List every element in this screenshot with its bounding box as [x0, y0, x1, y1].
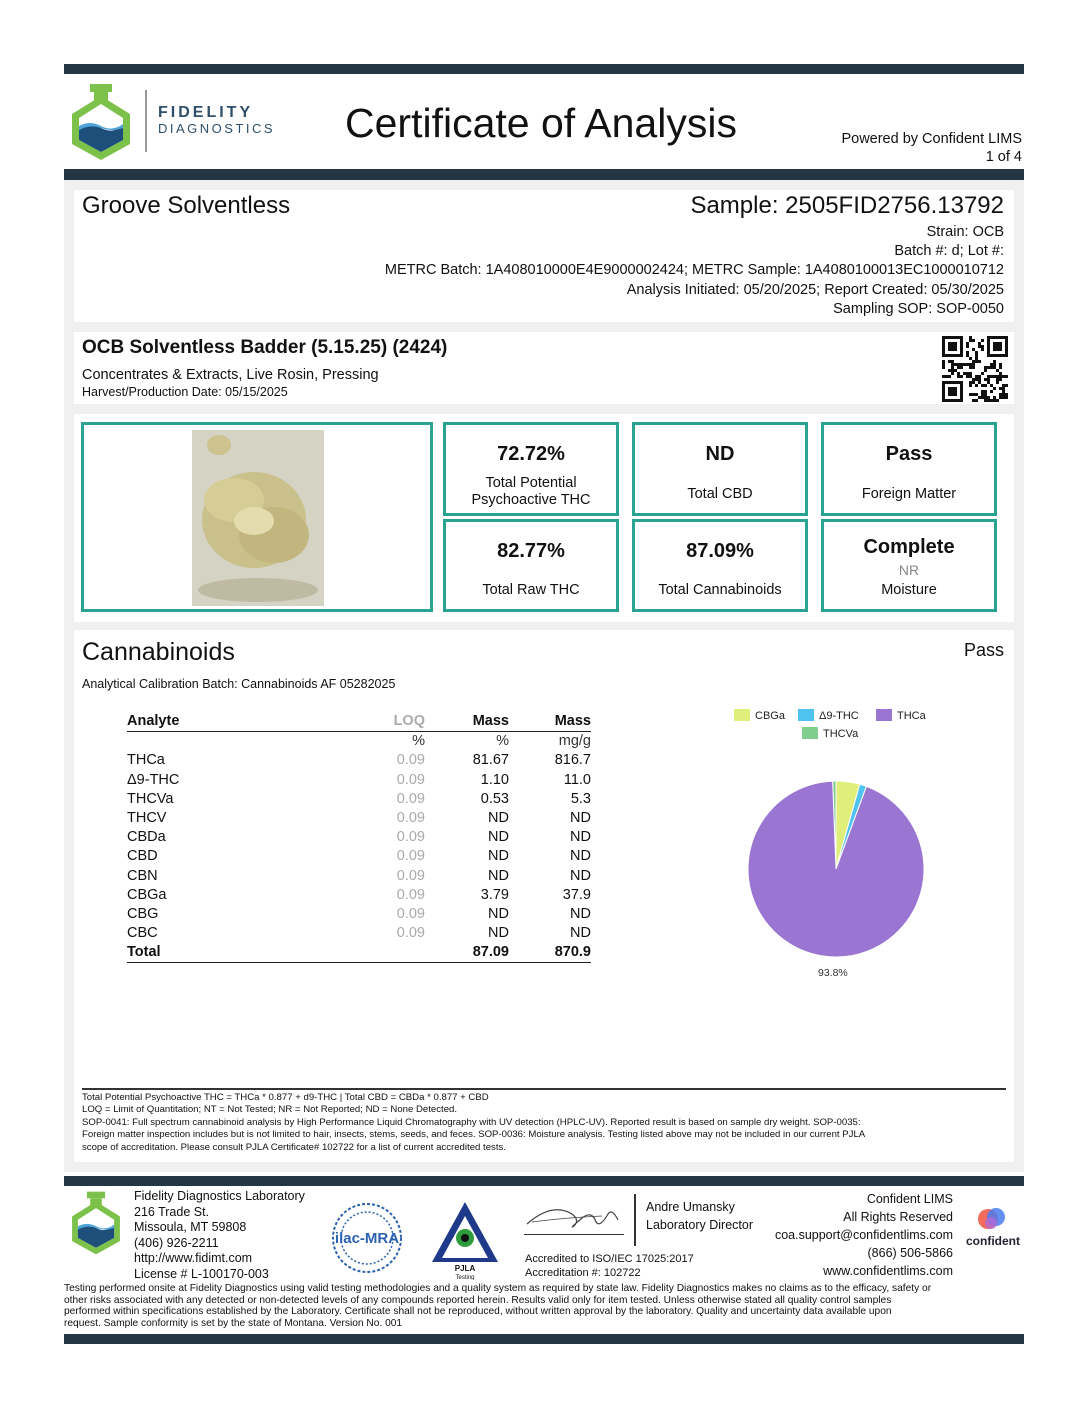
cell-mass-mg: 11.0 [563, 771, 591, 788]
confident-rights: All Rights Reserved [843, 1210, 953, 1224]
ilac-mra-logo [328, 1200, 406, 1276]
lab-address-1: 216 Trade St. [134, 1204, 210, 1219]
legend-label-0: CBGa [755, 710, 785, 722]
table-row [127, 847, 591, 866]
table-row [127, 771, 591, 790]
legend-swatch-3 [802, 727, 818, 739]
ilac-text: ilac-MRA [334, 1230, 400, 1247]
cell-mass-pct: ND [488, 905, 509, 922]
lab-name: Fidelity Diagnostics Laboratory [134, 1189, 305, 1203]
cell-analyte: THCV [127, 810, 167, 827]
cannabinoids-status: Pass [963, 640, 1004, 660]
lab-phone: (406) 926-2211 [134, 1235, 219, 1250]
cell-mass-pct: 0.53 [480, 790, 509, 807]
client-name: Groove Solventless [82, 192, 291, 219]
table-row [127, 924, 591, 943]
cell-mass-mg: 816.7 [554, 752, 591, 769]
disclaimer-line-3: performed within specifications established by the Laboratory. Certificate shall not be reproduced, without written approval by the laboratory. Quality and uncertainty data available upon [64, 1306, 892, 1317]
report-dates: Analysis Initiated: 05/20/2025; Report Created: 05/30/2025 [626, 282, 1004, 298]
total-row [127, 943, 591, 963]
total-thc-label-line2: Psychoactive THC [471, 492, 591, 508]
sample-id: Sample: 2505FID2756.13792 [690, 192, 1004, 219]
cell-mass-mg: ND [570, 867, 591, 884]
cell-analyte: CBDa [127, 829, 166, 846]
batch: Batch #: d; Lot #: [894, 243, 1004, 259]
cell-loq: 0.09 [396, 848, 425, 865]
disclaimer-line-4: request. Sample conformity is set by the state of Montana. Version No. 001 [64, 1317, 403, 1329]
cell-mass-mg: 870.9 [509, 943, 591, 963]
total-raw-thc-value: 82.77% [497, 540, 565, 562]
tile-moisture [821, 519, 997, 612]
iso-accreditation: Accredited to ISO/IEC 17025:2017 [525, 1253, 694, 1265]
cell-analyte: CBD [127, 848, 158, 865]
footer-logo-icon [68, 1190, 124, 1256]
cell-analyte: Δ9-THC [127, 771, 180, 788]
calibration-batch: Analytical Calibration Batch: Cannabinoids AF 05282025 [82, 677, 396, 691]
note-line-1: Total Potential Psychoactive THC = THCa * 0.877 + d9-THC | Total CBD = CBDa * 0.877 + CBD [82, 1092, 489, 1103]
accreditation-number: Accreditation #: 102722 [525, 1267, 641, 1279]
top-bar [64, 64, 1024, 74]
total-raw-thc-label: Total Raw THC [482, 582, 580, 598]
unit-loq: % [412, 733, 425, 750]
confident-logo-icon [974, 1204, 1010, 1234]
confident-email[interactable]: coa.support@confidentlims.com [774, 1228, 953, 1242]
lab-website[interactable]: http://www.fidimt.com [134, 1251, 253, 1265]
director-block [646, 1200, 753, 1233]
disclaimer [64, 1283, 1024, 1329]
page-title: Certificate of Analysis [345, 100, 737, 146]
footer-top-bar [64, 1176, 1024, 1186]
table-row [127, 828, 591, 847]
cell-mass-mg: ND [570, 905, 591, 922]
cell-mass-pct: ND [488, 810, 509, 827]
foreign-matter-value: Pass [885, 443, 933, 465]
foreign-matter-label: Foreign Matter [861, 486, 957, 502]
cell-analyte: CBC [127, 925, 158, 942]
legend-label-1: Δ9-THC [819, 710, 859, 722]
product-category: Concentrates & Extracts, Live Rosin, Pressing [82, 367, 379, 383]
cell-analyte: Total [127, 943, 347, 963]
cell-loq: 0.09 [396, 752, 425, 769]
units-row [127, 732, 591, 752]
header-loq: LOQ [347, 712, 425, 732]
note-line-4: Foreign matter inspection includes but is not limited to hair, insects, stems, seeds, and feces. SOP-0036: Moisture analysis. Testing listed above may not be included in our current PJLA [82, 1129, 866, 1140]
cell-mass-mg: ND [570, 829, 591, 846]
header-mass-mg: Mass [509, 712, 591, 732]
sampling-sop: Sampling SOP: SOP-0050 [833, 301, 1004, 317]
tile-total-thc [443, 422, 619, 516]
cell-mass-mg: 37.9 [562, 886, 591, 903]
disclaimer-line-2: other risks associated with any detected or non-detected levels of any compounds reported herein. Results valid only for item tested. Unless otherwise stated all quality control samples [64, 1294, 892, 1306]
notes-rule [82, 1088, 1006, 1090]
logo-text-fidelity: FIDELITY [158, 104, 254, 121]
legend-swatch-1 [798, 709, 814, 721]
unit-mass-mg: mg/g [558, 733, 591, 750]
cell-mass-pct: ND [488, 848, 509, 865]
cell-mass-pct: 3.79 [480, 886, 509, 903]
cell-loq: 0.09 [396, 810, 425, 827]
confident-phone: (866) 506-5866 [867, 1246, 953, 1260]
cell-loq: 0.09 [396, 925, 425, 942]
total-thc-label-line1: Total Potential [485, 475, 577, 491]
total-cbd-label: Total CBD [687, 486, 753, 502]
total-thc-label [446, 475, 616, 509]
logo-text-diagnostics: DIAGNOSTICS [158, 121, 276, 136]
unit-analyte [127, 732, 347, 752]
header-bottom-bar [64, 169, 1024, 180]
cell-loq: 0.09 [396, 790, 425, 807]
cell-analyte: THCVa [127, 790, 174, 807]
signature [522, 1196, 632, 1236]
cell-mass-pct: ND [488, 925, 509, 942]
cell-analyte: CBN [127, 867, 158, 884]
lab-logo-icon [68, 82, 134, 162]
cell-analyte: THCa [127, 752, 165, 769]
note-line-2: LOQ = Limit of Quantitation; NT = Not Tested; NR = Not Reported; ND = None Detected. [82, 1104, 458, 1115]
header-mass-pct: Mass [425, 712, 509, 732]
cell-mass-mg: ND [570, 925, 591, 942]
confident-logo-text: confident [966, 1234, 1020, 1248]
confident-block [775, 1190, 953, 1280]
total-cannabinoids-label: Total Cannabinoids [658, 582, 782, 598]
signature-line [524, 1234, 624, 1235]
moisture-sub: NR [898, 562, 920, 578]
table-row [127, 751, 591, 770]
pjla-text: PJLA [454, 1264, 476, 1273]
tile-total-raw-thc [443, 519, 619, 612]
cell-mass-mg: 5.3 [570, 790, 591, 807]
note-line-3: SOP-0041: Full spectrum cannabinoid analysis by High Performance Liquid Chromatography with UV detection (HPLC-UV). Reported result is based on sample dry weight. SOP-0035: [82, 1117, 861, 1128]
pjla-logo [428, 1198, 502, 1280]
table-row [127, 905, 591, 924]
pjla-sub-text: Testing [455, 1275, 475, 1280]
lab-license: License # L-100170-003 [134, 1266, 269, 1281]
accreditation-block [525, 1252, 694, 1280]
cell-loq: 0.09 [396, 886, 425, 903]
tile-total-cbd [632, 422, 808, 516]
director-name: Andre Umansky [646, 1200, 735, 1214]
pie-annotation: 93.8% [818, 967, 848, 979]
cell-loq: 0.09 [396, 867, 425, 884]
cell-loq: 0.09 [396, 771, 425, 788]
cannabinoids-table [127, 712, 591, 963]
cannabinoid-pie-chart [700, 700, 980, 990]
cell-analyte: CBGa [127, 886, 167, 903]
legend-swatch-0 [734, 709, 750, 721]
cell-mass-pct: 81.67 [472, 752, 509, 769]
powered-by: Powered by Confident LIMS [841, 131, 1022, 147]
sample-photo [81, 422, 433, 612]
total-cbd-value: ND [705, 443, 735, 465]
cell-loq [347, 943, 425, 963]
product-name: OCB Solventless Badder (5.15.25) (2424) [82, 337, 448, 358]
moisture-value: Complete [863, 536, 955, 558]
cell-analyte: CBG [127, 905, 159, 922]
qr-code-icon[interactable] [942, 336, 1008, 402]
table-row [127, 809, 591, 828]
total-cannabinoids-value: 87.09% [686, 540, 754, 562]
harvest-date: Harvest/Production Date: 05/15/2025 [82, 385, 288, 399]
page-number: 1 of 4 [985, 149, 1022, 165]
legend-label-2: THCa [897, 710, 926, 722]
legend-swatch-2 [876, 709, 892, 721]
cell-mass-mg: ND [570, 810, 591, 827]
cell-mass-pct: 87.09 [425, 943, 509, 963]
note-line-5: scope of accreditation. Please consult PJLA Certificate# 102722 for a list of current accredited tests. [82, 1142, 506, 1153]
lab-address-2: Missoula, MT 59808 [134, 1220, 247, 1234]
signature-divider [634, 1194, 636, 1246]
legend-label-3: THCVa [823, 728, 859, 740]
footer-bottom-bar [64, 1334, 1024, 1344]
table-row [127, 790, 591, 809]
strain: Strain: OCB [926, 224, 1004, 240]
confident-name: Confident LIMS [866, 1192, 953, 1206]
lab-address [134, 1189, 305, 1282]
header-analyte: Analyte [127, 712, 347, 732]
cell-mass-pct: ND [488, 829, 509, 846]
confident-website[interactable]: www.confidentlims.com [823, 1264, 953, 1278]
cell-mass-pct: ND [488, 867, 509, 884]
cell-mass-pct: 1.10 [480, 771, 509, 788]
metrc: METRC Batch: 1A408010000E4E9000002424; METRC Sample: 1A4080100013EC1000010712 [384, 262, 1004, 278]
total-thc-value: 72.72% [497, 443, 565, 465]
tile-total-cannabinoids [632, 519, 808, 612]
cell-loq: 0.09 [396, 829, 425, 846]
logo-divider [145, 90, 147, 152]
cell-mass-mg: ND [570, 848, 591, 865]
disclaimer-line-1: Testing performed onsite at Fidelity Diagnostics using valid testing methodologies and a quality system as required by state law. Fidelity Diagnostics makes no claims as to the efficacy, safety or [64, 1283, 932, 1294]
table-row [127, 867, 591, 886]
director-title: Laboratory Director [646, 1217, 753, 1232]
cell-loq: 0.09 [396, 905, 425, 922]
cannabinoids-title: Cannabinoids [82, 638, 235, 666]
unit-mass-pct: % [496, 733, 509, 750]
table-row [127, 886, 591, 905]
moisture-label: Moisture [881, 582, 937, 598]
tile-foreign-matter [821, 422, 997, 516]
